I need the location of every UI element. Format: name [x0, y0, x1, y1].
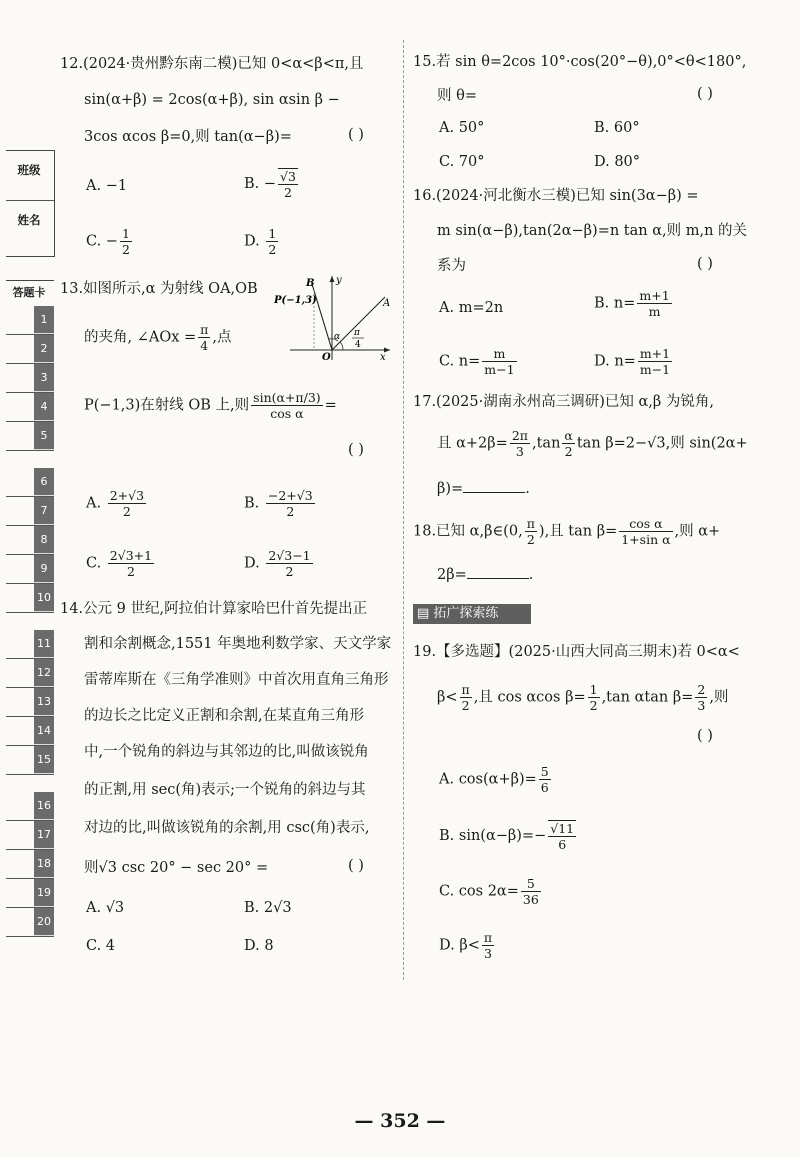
q14-option-a[interactable]: A. √3	[86, 900, 125, 916]
label-a: A	[383, 298, 391, 309]
answer-card-cell-5[interactable]: 5	[34, 422, 54, 450]
q16-answer-paren[interactable]: ( )	[697, 256, 713, 272]
q14-line5: 中,一个锐角的斜边与其邻边的比,叫做该锐角	[84, 744, 369, 760]
q13-angle-figure	[270, 272, 395, 364]
answer-card-cell-3[interactable]: 3	[34, 364, 54, 392]
q18-line1: 18.已知 α,β∈(0, $\frac{\pi}{2}$ ),且 tan β= $\frac{\text{cos α}}{\text{1+sin α}}$ ,则 α+	[413, 516, 721, 547]
q15-option-a[interactable]: A. 50°	[439, 120, 485, 136]
label-o: O	[322, 352, 331, 363]
q13-answer-paren[interactable]: ( )	[348, 442, 364, 458]
q12-line1: 12.(2024·贵州黔东南二模)已知 0<α<β<π,且	[60, 56, 364, 72]
q18-answer-blank[interactable]	[467, 564, 529, 579]
q19-line1: 19.【多选题】(2025·山西大同高三期末)若 0<α<	[413, 644, 740, 660]
answer-card-row-line	[6, 612, 54, 613]
q14-line4: 的边长之比定义正割和余割,在某直角三角形	[84, 708, 365, 724]
q14-option-c[interactable]: C. 4	[86, 938, 116, 954]
page-number: — 352 —	[354, 1110, 446, 1132]
answer-card-cell-2[interactable]: 2	[34, 335, 54, 363]
q19-option-d[interactable]: D. β< $\frac{\pi}{3}$	[439, 930, 493, 961]
q16-option-d[interactable]: D. n= $\frac{m+1}{m-1}$	[594, 346, 671, 377]
answer-card-cell-6[interactable]: 6	[34, 468, 54, 496]
answer-card-cell-4[interactable]: 4	[34, 393, 54, 421]
q12-option-a[interactable]: A. −1	[86, 178, 128, 194]
answer-card-cell-20[interactable]: 20	[34, 908, 54, 936]
q16-option-a[interactable]: A. m=2n	[439, 300, 504, 316]
q14-line3: 雷蒂库斯在《三角学准则》中首次用直角三角形	[84, 672, 389, 688]
q19-line2: β< $\frac{\pi}{2}$ ,且 cos αcos β= $\frac{1}{2}$ ,tan αtan β= $\frac{2}{3}$ ,则	[437, 682, 729, 713]
q14-option-b[interactable]: B. 2√3	[244, 900, 292, 916]
section-icon: ▤	[417, 606, 434, 621]
q13-option-d[interactable]: D. $\frac{2√3-1}{2}$	[244, 548, 311, 579]
q12-option-b[interactable]: B. − $\frac{√3}{2}$	[244, 169, 296, 200]
q17-line1: 17.(2025·湖南永州高三调研)已知 α,β 为锐角,	[413, 394, 714, 410]
y-axis-arrow	[330, 276, 335, 282]
q19-answer-paren[interactable]: ( )	[697, 728, 713, 744]
answer-card-cell-16[interactable]: 16	[34, 792, 54, 820]
q16-line3: 系为	[437, 258, 466, 274]
q14-option-d[interactable]: D. 8	[244, 938, 274, 954]
q12-option-c[interactable]: C. − $\frac{1}{2}$	[86, 226, 130, 257]
q14-line7: 对边的比,叫做该锐角的余割,用 csc(角)表示,	[84, 820, 370, 836]
q12-line3: 3cos αcos β=0,则 tan(α−β)=	[84, 129, 292, 145]
q12-option-d[interactable]: D. $\frac{1}{2}$	[244, 226, 277, 257]
answer-card-title: 答题卡	[12, 286, 46, 299]
class-label: 班级	[17, 163, 41, 177]
label-pi: π	[354, 328, 360, 338]
name-label: 姓名	[17, 213, 41, 227]
q14-line8: 则√3 csc 20° − sec 20° =	[84, 860, 269, 876]
q15-option-b[interactable]: B. 60°	[594, 120, 640, 136]
q19-option-c[interactable]: C. cos 2α= $\frac{5}{36}$	[439, 876, 539, 907]
answer-card-cell-18[interactable]: 18	[34, 850, 54, 878]
q18-line2: 2β= .	[437, 564, 533, 585]
q14-line2: 割和余割概念,1551 年奥地利数学家、天文学家	[84, 636, 392, 652]
label-b: B	[306, 278, 315, 289]
q13-option-a[interactable]: A. $\frac{2+√3}{2}$	[86, 488, 145, 519]
section-title: ▤ 拓广探索练	[413, 604, 531, 624]
q19-option-a[interactable]: A. cos(α+β)= $\frac{5}{6}$	[439, 764, 549, 795]
label-alpha: α	[334, 332, 341, 342]
answer-card-cell-10[interactable]: 10	[34, 584, 54, 612]
q13-option-c[interactable]: C. $\frac{2√3+1}{2}$	[86, 548, 153, 579]
q17-line3: β)= .	[437, 478, 530, 499]
answer-card-cell-17[interactable]: 17	[34, 821, 54, 849]
q13-line3: P(−1,3)在射线 OB 上,则 $\frac{\sin(\alpha+\pi/3)}{\text{cos α}}$ =	[84, 390, 337, 421]
label-y: y	[336, 275, 342, 286]
q19-option-b[interactable]: B. sin(α−β)=− $\frac{√11}{6}$	[439, 821, 575, 852]
q17-line2: 且 α+2β= $\frac{2\pi}{3}$ ,tan $\frac{\alpha}{2}$ tan β=2−√3,则 sin(2α+	[437, 428, 748, 459]
q16-line2: m sin(α−β),tan(2α−β)=n tan α,则 m,n 的关	[437, 223, 748, 239]
q13-option-b[interactable]: B. $\frac{-2+√3}{2}$	[244, 488, 313, 519]
q13-line2: 的夹角, ∠AOx = $\frac{\pi}{4}$ ,点	[84, 322, 232, 353]
column-divider	[403, 40, 404, 980]
q16-line1: 16.(2024·河北衡水三模)已知 sin(3α−β) =	[413, 188, 699, 204]
answer-card-cell-9[interactable]: 9	[34, 555, 54, 583]
q13-line1: 13.如图所示,α 为射线 OA,OB	[60, 281, 258, 297]
answer-card-cell-11[interactable]: 11	[34, 630, 54, 658]
q14-line6: 的正割,用 sec(角)表示;一个锐角的斜边与其	[84, 782, 366, 798]
answer-card-cell-8[interactable]: 8	[34, 526, 54, 554]
q15-line2: 则 θ=	[437, 88, 477, 104]
answer-card-cell-14[interactable]: 14	[34, 717, 54, 745]
label-p: P(−1,3)	[274, 295, 317, 306]
q17-answer-blank[interactable]	[463, 478, 525, 493]
angle-aox-arc	[340, 342, 343, 350]
answer-card-row-line	[6, 774, 54, 775]
answer-card-row-line	[6, 936, 54, 937]
answer-card-cell-1[interactable]: 1	[34, 306, 54, 334]
q12-answer-paren[interactable]: ( )	[348, 127, 364, 143]
label-four: 4	[355, 340, 361, 350]
q14-answer-paren[interactable]: ( )	[348, 858, 364, 874]
answer-card-cell-12[interactable]: 12	[34, 659, 54, 687]
q14-line1: 14.公元 9 世纪,阿拉伯计算家哈巴什首先提出正	[60, 601, 368, 617]
q15-answer-paren[interactable]: ( )	[697, 86, 713, 102]
ray-ob	[312, 284, 332, 350]
q15-option-d[interactable]: D. 80°	[594, 154, 641, 170]
answer-card-row-line	[6, 450, 54, 451]
q16-option-c[interactable]: C. n= $\frac{m}{m-1}$	[439, 346, 515, 377]
q15-option-c[interactable]: C. 70°	[439, 154, 485, 170]
answer-card-cell-19[interactable]: 19	[34, 879, 54, 907]
q12-line2: sin(α+β) = 2cos(α+β), sin αsin β −	[84, 92, 340, 108]
label-x: x	[380, 352, 386, 363]
sidebar-divider	[6, 200, 54, 201]
answer-card-cell-15[interactable]: 15	[34, 746, 54, 774]
q16-option-b[interactable]: B. n= $\frac{m+1}{m}$	[594, 288, 670, 319]
answer-card-cell-13[interactable]: 13	[34, 688, 54, 716]
q15-line1: 15.若 sin θ=2cos 10°·cos(20°−θ),0°<θ<180°,	[413, 54, 747, 70]
answer-card-cell-7[interactable]: 7	[34, 497, 54, 525]
